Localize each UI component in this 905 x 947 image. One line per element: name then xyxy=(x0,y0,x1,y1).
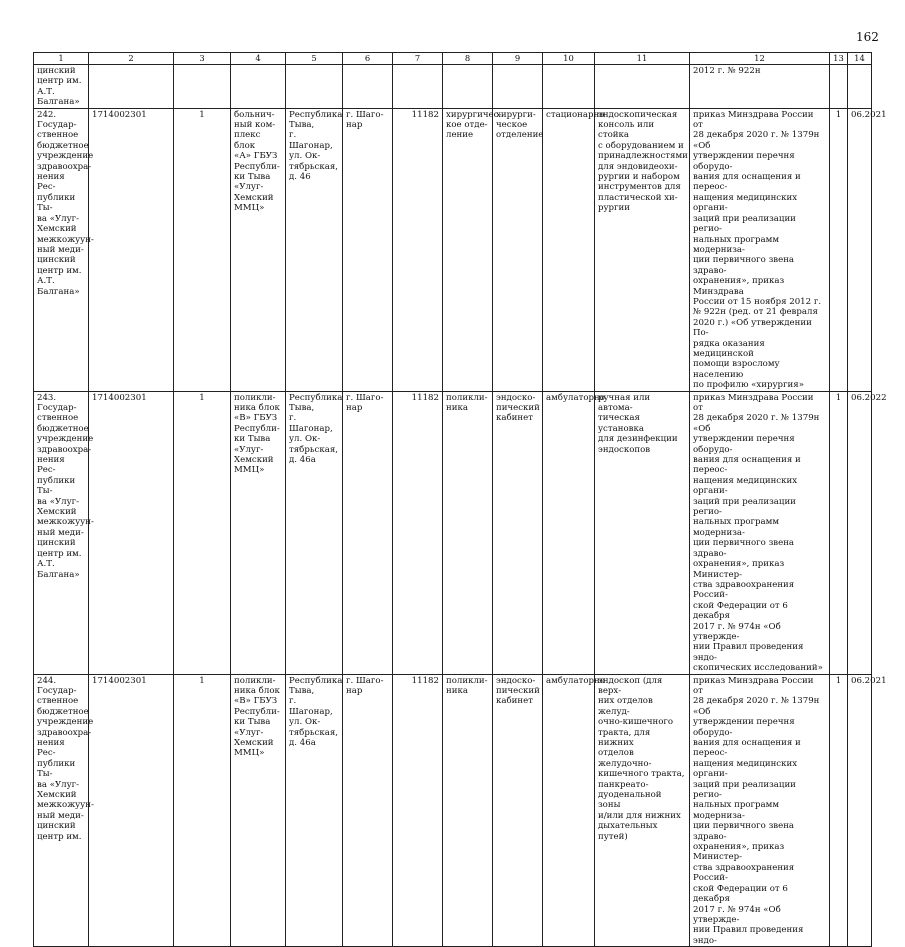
oktmo-cell: 11182 xyxy=(393,391,443,674)
column-number: 2 xyxy=(89,53,174,65)
column-number-row xyxy=(34,53,872,65)
empty-cell xyxy=(443,65,493,109)
empty-cell xyxy=(286,65,343,109)
code-cell: 1 xyxy=(174,391,231,674)
unit-cell: эндоско- пический кабинет xyxy=(493,674,543,947)
building-cell: поликли- ника блок «В» ГБУЗ Республи- ки Тыва «Улуг- Хемский ММЦ» xyxy=(231,674,286,947)
table-row xyxy=(34,674,872,947)
care-type-cell: амбулаторно xyxy=(543,391,595,674)
empty-cell xyxy=(595,65,690,109)
empty-cell xyxy=(174,65,231,109)
quantity-cell: 1 xyxy=(830,108,848,391)
empty-cell xyxy=(848,65,872,109)
building-cell: больнич- ный ком- плекс блок «А» ГБУЗ Республи- ки Тыва «Улуг- Хемский ММЦ» xyxy=(231,108,286,391)
date-cell: 06.2021 xyxy=(848,108,872,391)
column-number: 4 xyxy=(231,53,286,65)
equipment-table xyxy=(33,52,887,947)
column-number: 9 xyxy=(493,53,543,65)
unit-cell: хирурги- ческое отделение xyxy=(493,108,543,391)
locality-cell: г. Шаго- нар xyxy=(343,391,393,674)
column-number: 7 xyxy=(393,53,443,65)
building-cell: поликли- ника блок «В» ГБУЗ Республи- ки Тыва «Улуг- Хемский ММЦ» xyxy=(231,391,286,674)
column-number: 8 xyxy=(443,53,493,65)
department-cell: поликли- ника xyxy=(443,391,493,674)
address-cell: Республика Тыва, г. Шагонар, ул. Ок- тябрьская, д. 46 xyxy=(286,108,343,391)
column-number: 10 xyxy=(543,53,595,65)
unit-cell: эндоско- пический кабинет xyxy=(493,391,543,674)
regulation-cell: приказ Минздрава России от 28 декабря 2020 г. № 1379н «Об утверждении перечня оборудо- вания для оснащения и переос- нащения медицинских органи- заций при реализации регио- нальных программ модерниза- ции первичного звена здраво- охранения», приказ Минздрава России от 15 ноября 2012 г. № 922н (ред. от 21 февраля 2020 г.) «Об утверждении По- рядка оказания медицинской помощи взрослому населению по профилю «хирургия» xyxy=(690,108,830,391)
regulation-cell: приказ Минздрава России от 28 декабря 2020 г. № 1379н «Об утверждении перечня оборудо- вания для оснащения и переос- нащения медицинских органи- заций при реализации регио- нальных программ модерниза- ции первичного звена здраво- охранения», приказ Министер- ства здравоохранения Россий- ской Федерации от 6 декабря 2017 г. № 974н «Об утвержде- нии Правил проведения эндо- скопических исследований» xyxy=(690,391,830,674)
empty-cell xyxy=(493,65,543,109)
equipment-cell: эндоскопическая консоль или стойка с оборудованием и принадлежностями для эндовидеохи- рургии и набором инструментов для пластической хи- рургии xyxy=(595,108,690,391)
locality-cell: г. Шаго- нар xyxy=(343,674,393,947)
oktmo-cell: 11182 xyxy=(393,674,443,947)
equipment-cell: ручная или автома- тическая установка для дезинфекции эндоскопов xyxy=(595,391,690,674)
empty-cell xyxy=(830,65,848,109)
table-row xyxy=(34,391,872,674)
organization-cell: 242. Государ- ственное бюджетное учреждение здравоохра- нения Рес- публики Ты- ва «Улуг- Хемский межкожуун- ный меди- цинский центр им. А.Т. Балгана» xyxy=(34,108,89,391)
organization-cell: 243. Государ- ственное бюджетное учреждение здравоохра- нения Рес- публики Ты- ва «Улуг- Хемский межкожуун- ный меди- цинский центр им. А.Т. Балгана» xyxy=(34,391,89,674)
date-cell: 06.2021 xyxy=(848,674,872,947)
organization-cell: 244. Государ- ственное бюджетное учреждение здравоохра- нения Рес- публики Ты- ва «Улуг- Хемский межкожуун- ный меди- цинский центр им. xyxy=(34,674,89,947)
column-number: 6 xyxy=(343,53,393,65)
care-type-cell: амбулаторно xyxy=(543,674,595,947)
address-cell: Республика Тыва, г. Шагонар, ул. Ок- тябрьская, д. 46а xyxy=(286,674,343,947)
organization-cell: цинский центр им. А.Т. Балгана» xyxy=(34,65,89,109)
inn-cell: 1714002301 xyxy=(89,674,174,947)
column-number: 11 xyxy=(595,53,690,65)
column-number: 12 xyxy=(690,53,830,65)
code-cell: 1 xyxy=(174,674,231,947)
inn-cell: 1714002301 xyxy=(89,108,174,391)
column-number: 1 xyxy=(34,53,89,65)
quantity-cell: 1 xyxy=(830,391,848,674)
inn-cell: 1714002301 xyxy=(89,391,174,674)
address-cell: Республика Тыва, г. Шагонар, ул. Ок- тябрьская, д. 46а xyxy=(286,391,343,674)
empty-cell xyxy=(393,65,443,109)
column-number: 5 xyxy=(286,53,343,65)
table-row xyxy=(34,108,872,391)
equipment-cell: эндоскоп (для верх- них отделов желуд- очно-кишечного тракта, для нижних отделов желудочно- кишечного тракта, панкреато- дуоденальной зоны и/или для нижних дыхательных путей) xyxy=(595,674,690,947)
date-cell: 06.2022 xyxy=(848,391,872,674)
empty-cell xyxy=(543,65,595,109)
column-number: 13 xyxy=(830,53,848,65)
continuation-row xyxy=(34,65,872,109)
empty-cell xyxy=(89,65,174,109)
empty-cell xyxy=(231,65,286,109)
regulation-cell: приказ Минздрава России от 28 декабря 2020 г. № 1379н «Об утверждении перечня оборудо- вания для оснащения и переос- нащения медицинских органи- заций при реализации регио- нальных программ модерниза- ции первичного звена здраво- охранения», приказ Министер- ства здравоохранения Россий- ской Федерации от 6 декабря 2017 г. № 974н «Об утвержде- нии Правил проведения эндо- xyxy=(690,674,830,947)
locality-cell: г. Шаго- нар xyxy=(343,108,393,391)
care-type-cell: стационарно xyxy=(543,108,595,391)
code-cell: 1 xyxy=(174,108,231,391)
page-number: 162 xyxy=(856,30,879,44)
column-number: 14 xyxy=(848,53,872,65)
department-cell: поликли- ника xyxy=(443,674,493,947)
regulation-cell: 2012 г. № 922н xyxy=(690,65,830,109)
column-number: 3 xyxy=(174,53,231,65)
empty-cell xyxy=(343,65,393,109)
oktmo-cell: 11182 xyxy=(393,108,443,391)
department-cell: хирургичес- кое отде- ление xyxy=(443,108,493,391)
quantity-cell: 1 xyxy=(830,674,848,947)
